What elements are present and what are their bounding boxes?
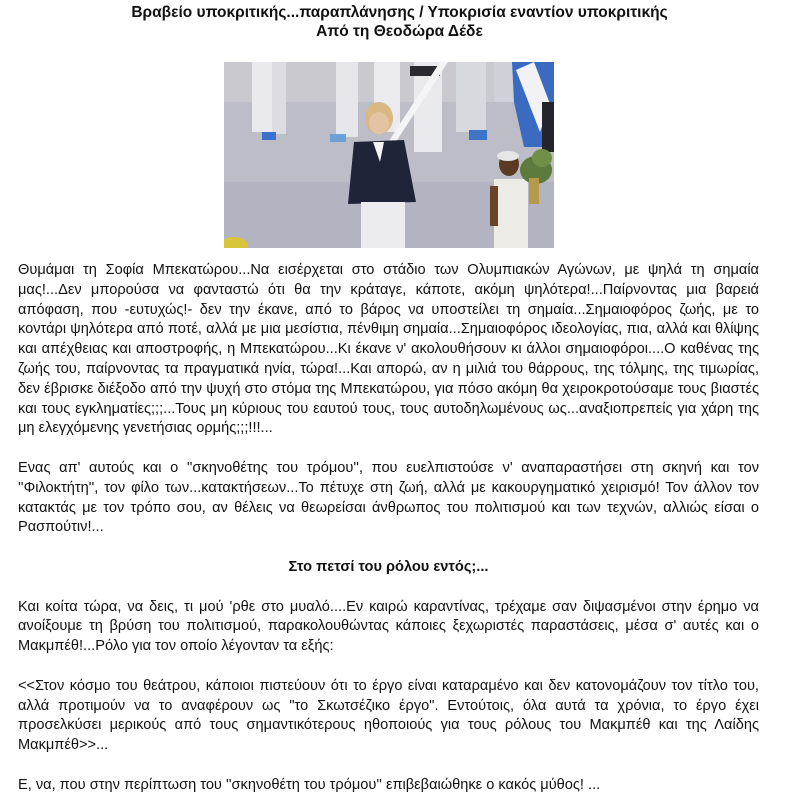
article-photo: [224, 62, 554, 248]
title-line: Βραβείο υποκριτικής...παραπλάνησης / Υποκρισία εναντίον υποκριτικής: [131, 4, 668, 21]
paragraph: Θυμάμαι τη Σοφία Μπεκατώρου...Να εισέρχεται στο στάδιο των Ολυμπιακών Αγώνων, με ψηλά τη σημαία μας!...Δεν μπορούσα να φανταστώ ότι θα την κράταγε, κάποτε, ακόμη ψηλότερα!...Παίρνοντας μια βαρειά απόφαση, που -ευτυχώς!- δεν την έκανε, από το βάρος να υποστείλει τη σημαία...Σημαιοφόρος ζωής, με το κοντάρι ψηλότερα από ποτέ, αλλά με μια μεσίστια, πένθιμη σημαία...Σημαιοφόρος ιδεολογίας, πια, αλλά και θλίψης και απέχθειας και αποστροφής, η Μπεκατώρου...Κι έκανε ν' ακολουθήσουν κι άλλοι σημαιοφόροι....Ο καθένας της ζωής του, παίρνοντας τα πραγματικά ηνία, τώρα!...Και απορώ, αν η μιλιά του θάρρους, της τόλμης, της τιμωρίας, δεν έβρισκε διέξοδο από την ψυχή στο στόμα της Μπεκατώρου, για πόσο ακόμη θα χειροκροτούσαμε τους βιαστές και τους εγκληματίες;;;...Τους μη κύριους του εαυτού τους, τους αυτοδηλωμένους ως...αναξιοπρεπείς για χάρη της μη ελεγχόμενης γενετήσιας ορμής;;;!!!...: [18, 262, 759, 437]
paragraph: Ενας απ' αυτούς και ο ''σκηνοθέτης του τρόμου'', που ευελπιστούσε ν' αναπαραστήσει στη σκηνή και τον ''Φιλοκτήτη'', τον φίλο των...κατακτήσεων...Το πέτυχε στη ζωή, αλλά με κακουργηματικό χειρισμό! Τον άλλον τον κατακτάς με τον τρόπο σου, αν θέλεις να θεωρείσαι άνθρωπος του πολιτισμού και των τεχνών, αλλιώς είσαι ο Ρασπούτιν!...: [18, 459, 759, 536]
author-line: Από τη Θεοδώρα Δέδε: [316, 23, 483, 40]
paragraph: Και κοίτα τώρα, να δεις, τι μού 'ρθε στο μυαλό....Εν καιρώ καραντίνας, τρέχαμε σαν διψασμένοι στην έρημο να ανοίξουμε τη βρύση του πολιτισμού, παρακολουθώντας κάποιες ξεχωριστές παραστάσεις, μέσα σ' αυτές και ο Μακμπέθ!...Ρόλο για τον οποίο λέγονταν τα εξής:: [18, 598, 759, 655]
article-title: [0, 3, 799, 41]
quote-paragraph: <<Στον κόσμο του θεάτρου, κάποιοι πιστεύουν ότι το έργο είναι καταραμένο και δεν κατονομάζουν τον τίτλο του, αλλά προτιμούν να το αναφέρουν ως "το Σκωτσέζικο έργο". Εντούτοις, όλα αυτά τα χρόνια, το έργο έχει προσελκύσει μερικούς από τους σημαντικότερους ηθοποιούς για τους ρόλους του Μακμπέθ και της Λαίδης Μακμπέθ>>...: [18, 677, 759, 754]
photo-icon: [224, 62, 554, 248]
paragraph: Ε, να, που στην περίπτωση του ''σκηνοθέτη του τρόμου'' επιβεβαιώθηκε ο κακός μύθος! ...: [18, 776, 601, 793]
section-heading: Στο πετσί του ρόλου εντός;...: [288, 558, 489, 575]
article-body: [18, 261, 759, 796]
